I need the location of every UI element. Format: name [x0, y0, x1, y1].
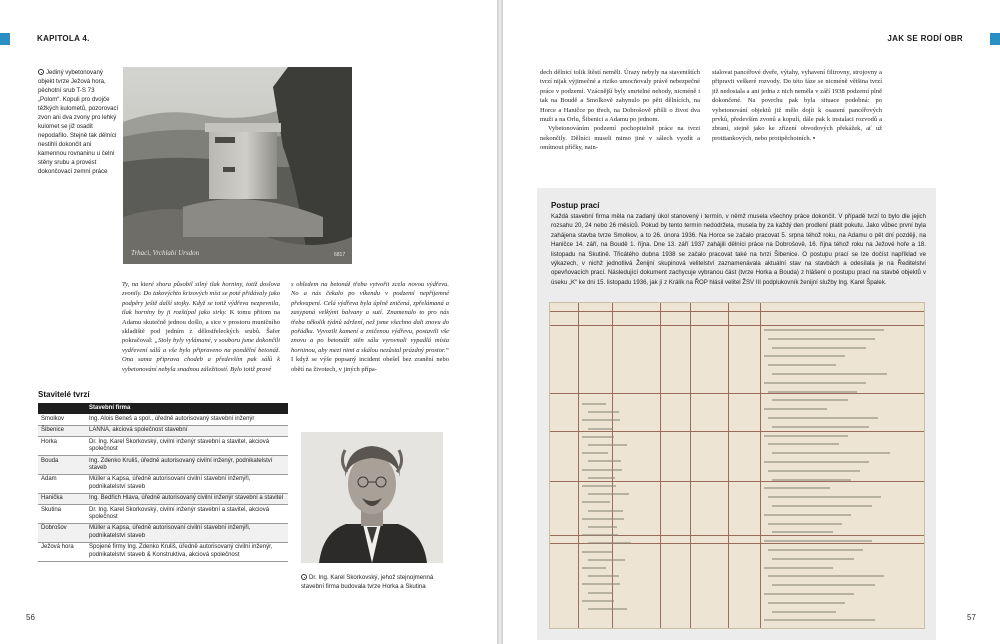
table-cell-firm: Ing. Zdenko Kruliš, úředně autorisovaný civilní inženýr, podnikatelství staveb [86, 456, 288, 475]
ledger-handwriting [764, 408, 827, 410]
portrait-caption-text: Dr. Ing. Karel Skorkovský, jehož stejnojmenná stavební firma budovala tvrze Horka a Skutina [301, 574, 434, 590]
ledger-handwriting [582, 518, 624, 520]
ledger-handwriting [764, 487, 830, 489]
ledger-handwriting [764, 593, 854, 595]
photo-caption-text: Jediný vybetonovaný objekt tvrze Ježová hora, pěchotní srub T-S 73 „Polom“. Kopuli pro dvojče těžkých kulometů, pozorovací zvon ani dva zvony pro lehký kulomet se již osadit nepodařilo. Stejně tak dělníci nestihli dokončit ani kamennou rovnaninu u čelní stěny srubu a provést dokončovací zemní práce [38, 69, 119, 175]
ledger-handwriting [588, 559, 625, 561]
ledger-handwriting [588, 477, 615, 479]
col1-normal-text: K tomu přitom na Adamu skutečně jednou došlo, a sice v prostoru muničního skladiště pod jedním z dělostřeleckých srubů. Šafer pokračoval: [122, 309, 280, 345]
table-cell-firm: Dr. Ing. Karel Skorkovský, civilní inženýr stavební a stavitel, akciová společnost [86, 437, 288, 456]
column-1-paragraph [122, 280, 280, 374]
ledger-handwriting [582, 403, 606, 405]
table-row [38, 493, 288, 504]
ledger-column-line [660, 303, 661, 628]
left-page [0, 0, 497, 644]
ledger-handwriting [768, 338, 875, 340]
ledger-handwriting [764, 382, 866, 384]
col2-normal-text: I když se výše popsaný incident obešel bez zranění nebo obětí na životech, v jiných přípa- [291, 356, 449, 373]
ledger-document-image [549, 302, 925, 629]
table-cell-firm: Spojené firmy Ing. Zdenko Kruliš, úředně autorisovaný civilní inženýr, podnikatelství staveb & Konstruktiva, akciová společnost [86, 542, 288, 561]
column-2-paragraph [712, 68, 882, 143]
photo-caption [38, 68, 119, 176]
text-column-2 [712, 68, 882, 143]
ledger-handwriting [768, 523, 842, 525]
ledger-handwriting [772, 479, 851, 481]
table-cell-firm: Müller a Kapsa, úředně autorisovaní civilní stavební inženýři, podnikatelství staveb [86, 474, 288, 493]
ledger-handwriting [582, 452, 608, 454]
box-text: Každá stavební firma měla na zadaný úkol stanovený i termín, v němž musela všechny práce dokončit. V případě tvrzí to bylo dle jejich rozsahu 20, 24 nebo 26 měsíců. Pokud by tento termín nedodržela, musela by za každý den prodlení platit pokutu. Jako vůbec první byla zahájena stavba tvrze Smolkov, a to 26. února 1936. Na Horce se začalo pracovat 5. srpna téhož roku, na Adamu o pět dní později, na Haničce 14. září, na Boudě 1. října. Dne 13. září 1937 zahájili dělníci práce na Dobrošově, 16. října téhož roku na Ježové hoře a 18. listopadu na Skutině. Třicátého dubna 1938 se začalo pracovat také na tvrzi Šibenice. O postupu prací se lze dočíst například ve výkazech, v nichž jednotlivá Ženijní skupinová velitelství zaznamenávala aktuální stav na stavbách a odesílala je na Ředitelství opevňovacích prací. Následující dokument zachycuje vybranou část (tvrze Horka a Bouda) z hlášení o postupu prací na stavbě objektů v úseku „K“ ke dni 15. listopadu 1936, jak jí z Králík na ŘOP hlásil velitel ŽSV III podplukovník ženijní služby Ing. Karel Špalek. [551, 213, 926, 286]
ledger-handwriting [764, 355, 845, 357]
chapter-bar [0, 33, 10, 45]
ledger-handwriting [764, 567, 833, 569]
ledger-handwriting [772, 347, 866, 349]
chapter-title: KAPITOLA 4. [37, 34, 90, 43]
ledger-handwriting [772, 505, 872, 507]
ledger-column-line [612, 303, 613, 628]
column-2-paragraph [291, 280, 449, 374]
ledger-handwriting [588, 444, 627, 446]
table-cell-firm: Ing. Bedřich Hlava, úředně autorisovaný civilní inženýr stavební a stavitel [86, 493, 288, 504]
portrait-photo [301, 432, 443, 563]
ledger-handwriting [768, 443, 839, 445]
ledger-handwriting [588, 608, 627, 610]
chapter-bar [990, 33, 1000, 45]
table-row [38, 505, 288, 524]
text-column-1 [540, 68, 700, 153]
ledger-handwriting [768, 391, 857, 393]
ledger-handwriting [588, 428, 613, 430]
table-cell-firm: LANNA, akciová společnost stavební [86, 425, 288, 436]
ledger-handwriting [588, 526, 617, 528]
column-2-text: stalovat pancéřové dveře, výtahy, vyhavení filtrovny, strojovny a připravit veškeré rozvody. Do této fáze se nicméně většina tvrzí již nedostala a ani jedna z nich neměla v září 1938 podzemí plně dokončené. Na povrchu pak byla situace podobná: po vybetonování objektů již mělo dojít k osazení pancéřových prvků, především zvonů a kopulí, dále pak k instalaci rozvodů a zbraní, stejně jako ke zřízení obvodových překážek, ať už protitankových, nebo protipěchotních. [712, 69, 882, 142]
ledger-column-line [760, 303, 761, 628]
table-header-site [38, 403, 86, 414]
photo-inscription: Trhaci, Vrchlabí Ursdon [131, 249, 200, 257]
ledger-handwriting [768, 549, 863, 551]
column-1-paragraph-2: Vybetonováním podzemí pochopitelně práce na tvrzi nekončily. Dělníci museli mimo jiné v sálech vyzdít a omítnout příčky, nain- [540, 125, 700, 152]
col1-quote-text: „Stoly byly vylámané, v souboru jsme dokončili vydřevení sálů a vše bylo připraveno na pondělní betonáž. Ona sama připrava chodeb a především pak sálů k vybetonování nebyla snadnou záležitostí. Bylo totiž pravé [122, 337, 280, 373]
builders-table-body [38, 414, 288, 561]
ledger-handwriting [764, 540, 872, 542]
ledger-handwriting [764, 514, 851, 516]
ledger-handwriting [582, 419, 620, 421]
ledger-handwriting [582, 469, 622, 471]
ledger-handwriting [582, 485, 616, 487]
ledger-rule [550, 481, 924, 482]
ledger-handwriting [772, 531, 833, 533]
table-cell-site: Hanička [38, 493, 86, 504]
ledger-handwriting [772, 611, 836, 613]
table-cell-site: Horka [38, 437, 86, 456]
ledger-handwriting [768, 364, 836, 366]
ledger-handwriting [772, 399, 848, 401]
table-title: Stavitelé tvrzí [38, 390, 90, 399]
caption-bullet-icon [301, 574, 307, 580]
ledger-rule [550, 393, 924, 394]
ledger-handwriting [588, 411, 619, 413]
ledger-column-line [690, 303, 691, 628]
ledger-handwriting [772, 373, 887, 375]
ledger-handwriting [768, 602, 845, 604]
end-mark: • [812, 134, 816, 142]
table-cell-site: Bouda [38, 456, 86, 475]
table-cell-site: Ježová hora [38, 542, 86, 561]
ledger-rule [550, 431, 924, 432]
table-cell-site: Smolkov [38, 414, 86, 425]
ledger-column-line [578, 303, 579, 628]
ledger-rule [550, 311, 924, 312]
ledger-handwriting [588, 575, 619, 577]
ledger-handwriting [588, 592, 613, 594]
ledger-handwriting [582, 534, 618, 536]
text-column-2 [291, 280, 449, 374]
portrait-illustration [301, 432, 443, 563]
builders-table [38, 403, 288, 562]
ledger-handwriting [772, 584, 875, 586]
photo-number: 6817 [334, 252, 346, 258]
page-number: 57 [967, 613, 976, 622]
ledger-handwriting [588, 493, 629, 495]
ledger-handwriting [764, 329, 884, 331]
ledger-handwriting [764, 435, 848, 437]
ledger-handwriting [772, 558, 854, 560]
chapter-title: JAK SE RODÍ OBR [887, 34, 963, 43]
portrait-caption [301, 573, 451, 591]
table-row [38, 414, 288, 425]
ledger-handwriting [582, 501, 610, 503]
ledger-handwriting [768, 417, 878, 419]
column-1-paragraph: dech dělnicí tolik štěstí neměli. Úrazy nebyly na staveništích tvrzí nijak výjimečné a riziko umocňovaly právě nebezpečné práce v podzemí. Vzácnější byly smrtelné nehody, nicméně i tak na Boudě a Smolkově zahynulo po pěti dělnících, na Horce a Haničce po třech, na Dobrošově přišli o život dva muži a na Orlu, Šibenici a Adamu po jednom. [540, 69, 700, 124]
ledger-handwriting [764, 461, 869, 463]
ledger-rule [550, 325, 924, 326]
table-row [38, 523, 288, 542]
ledger-handwriting [768, 496, 881, 498]
table-cell-firm: Ing. Alois Beneš a spol., úředně autorisovaný stavební inženýr [86, 414, 288, 425]
table-row [38, 474, 288, 493]
table-cell-site: Dobrošov [38, 523, 86, 542]
table-cell-firm: Dr. Ing. Karel Skorkovský, civilní inženýr stavební a stavitel, akciová společnost [86, 505, 288, 524]
caption-bullet-icon [38, 69, 44, 75]
table-cell-site: Šibenice [38, 425, 86, 436]
table-row [38, 437, 288, 456]
page-number: 56 [26, 613, 35, 622]
ledger-handwriting [582, 567, 606, 569]
table-header-firm: Stavební firma [86, 403, 288, 414]
ledger-column-line [728, 303, 729, 628]
col1-italic-text: Ty, na které shora působil silný tlak horniny, totiž doslova zvonily. Do takovýchto krizových míst se poté přidávaly jako podpěry ještě další stojky. Když se totiž výdřeva nezpevnila, tlak horniny by ji rozštípal jako sirky. [122, 281, 280, 317]
ledger-handwriting [582, 551, 612, 553]
table-cell-site: Skutina [38, 505, 86, 524]
table-row [38, 456, 288, 475]
ledger-handwriting [588, 460, 621, 462]
bunker-photo [123, 67, 352, 264]
table-header-row [38, 403, 288, 414]
ledger-handwriting [582, 583, 620, 585]
table-cell-site: Adam [38, 474, 86, 493]
ledger-handwriting [582, 436, 614, 438]
col2-italic-text: s ohledem na betonáž třeba vytvořit zcela novou výdřevu. No a nás čekalo po víkendu v podzemí nepříjemné překvapení. Celá výdřeva byla úplně zničená, zpřelámaná a zasypaná velkými balvany a sutí. Znamenalo to pro nás třeba několik týdnů zdržení, než jsme všechno dali znovu do pořádku. Vyvozili kamení a zničenou výdřevu, postavili vše znovu a po betonáži stěn sálu vyrovnali vypadlá místa horninou, aby mezi nimi a skálou nezůstal prázdný prostor.“ [291, 281, 449, 354]
ledger-handwriting [588, 510, 623, 512]
ledger-handwriting [772, 426, 869, 428]
bunker-photo-illustration [123, 67, 352, 264]
table-row [38, 425, 288, 436]
ledger-handwriting [768, 470, 860, 472]
ledger-handwriting [768, 575, 884, 577]
table-row [38, 542, 288, 561]
ledger-handwriting [772, 452, 890, 454]
table-cell-firm: Müller a Kapsa, úředně autorisovaní civilní stavební inženýři, podnikatelství staveb [86, 523, 288, 542]
ledger-handwriting [588, 542, 631, 544]
box-title: Postup prací [551, 201, 600, 210]
ledger-handwriting [582, 600, 614, 602]
text-column-1 [122, 280, 280, 374]
ledger-handwriting [764, 619, 875, 621]
